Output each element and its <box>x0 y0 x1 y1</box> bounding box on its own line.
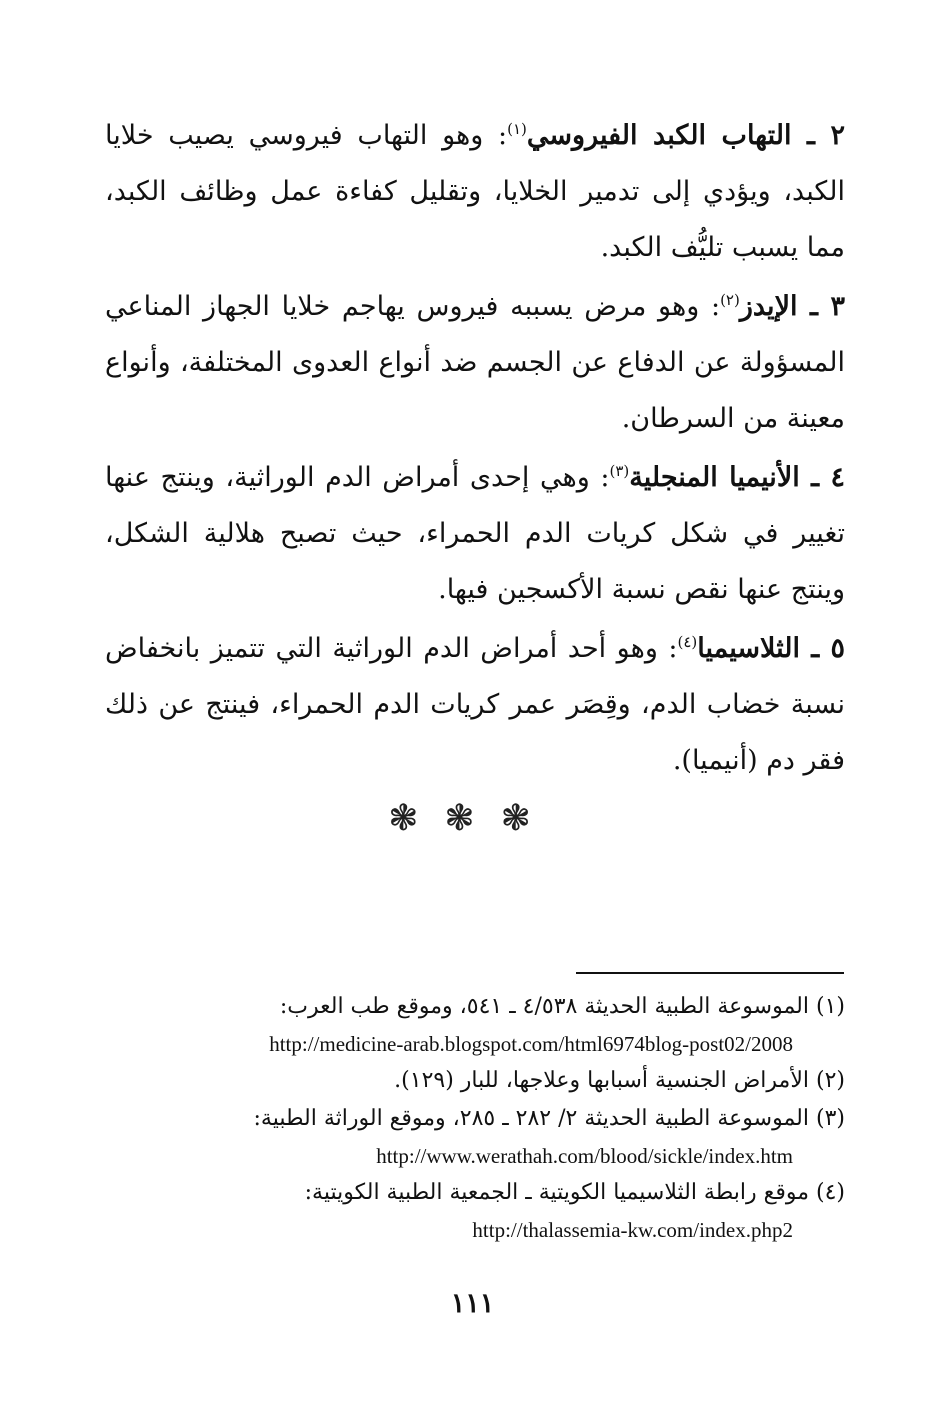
footnote-3-url: http://www.werathah.com/blood/sickle/index.htm <box>376 1144 793 1168</box>
footnote-4: (٤) موقع رابطة الثلاسيميا الكويتية ـ الجمعية الطبية الكويتية: <box>304 1180 845 1205</box>
item-description: : وهو التهاب فيروسي يصيب خلايا الكبد، ويؤدي إلى تدمير الخلايا، وتقليل كفاءة عمل وظائف الكبد، مما يسبب تليُّف الكبد. <box>105 120 845 263</box>
item-title: ٣ ـ الإيدز <box>739 291 845 322</box>
item-paragraph-hepatitis <box>105 108 845 276</box>
footnote-marker: (٣) <box>609 462 630 480</box>
footnote-4-url: http://thalassemia-kw.com/index.php2 <box>472 1218 793 1242</box>
footnote-1-url: http://medicine-arab.blogspot.com/html6974blog-post02/2008 <box>269 1032 793 1056</box>
item-paragraph-thalassemia <box>105 621 845 789</box>
footnote-marker: (٢) <box>720 291 740 309</box>
main-text <box>105 108 845 792</box>
footnote-marker: (١) <box>507 120 527 138</box>
footnotes <box>180 988 845 1248</box>
item-title: ٢ ـ التهاب الكبد الفيروسي <box>526 120 845 151</box>
item-title: ٤ ـ الأنيميا المنجلية <box>629 462 845 493</box>
section-divider-ornaments <box>0 798 945 839</box>
footnote-separator-line <box>576 972 844 974</box>
footnote-3: (٣) الموسوعة الطبية الحديثة ٢/ ٢٨٢ ـ ٢٨٥، وموقع الوراثة الطبية: <box>253 1106 845 1131</box>
item-description: : وهي إحدى أمراض الدم الوراثية، وينتج عنها تغيير في شكل كريات الدم الحمراء، حيث تصبح هلالية الشكل، وينتج عنها نقص نسبة الأكسجين فيها. <box>105 462 845 605</box>
item-paragraph-aids <box>105 279 845 447</box>
flower-ornament-icon: ❃ <box>500 798 557 839</box>
footnote-2: (٢) الأمراض الجنسية أسبابها وعلاجها، للبار (١٢٩). <box>394 1068 845 1093</box>
flower-ornament-icon: ❃ <box>444 798 501 839</box>
item-description: : وهو أحد أمراض الدم الوراثية التي تتميز بانخفاض نسبة خضاب الدم، وقِصَر عمر كريات الدم الحمراء، فينتج عن ذلك فقر دم (أنيميا). <box>105 633 845 776</box>
item-description: : وهو مرض يسببه فيروس يهاجم خلايا الجهاز المناعي المسؤولة عن الدفاع عن الجسم ضد أنواع العدوى المختلفة، وأنواع معينة من السرطان. <box>105 291 845 434</box>
item-paragraph-sickle-cell <box>105 450 845 618</box>
flower-ornament-icon: ❃ <box>388 798 445 839</box>
item-title: ٥ ـ الثلاسيميا <box>697 633 846 664</box>
footnote-1: (١) الموسوعة الطبية الحديثة ٤/٥٣٨ ـ ٥٤١، وموقع طب العرب: <box>279 994 845 1019</box>
footnote-marker: (٤) <box>677 633 698 651</box>
page-number: ١١١ <box>450 1288 495 1319</box>
